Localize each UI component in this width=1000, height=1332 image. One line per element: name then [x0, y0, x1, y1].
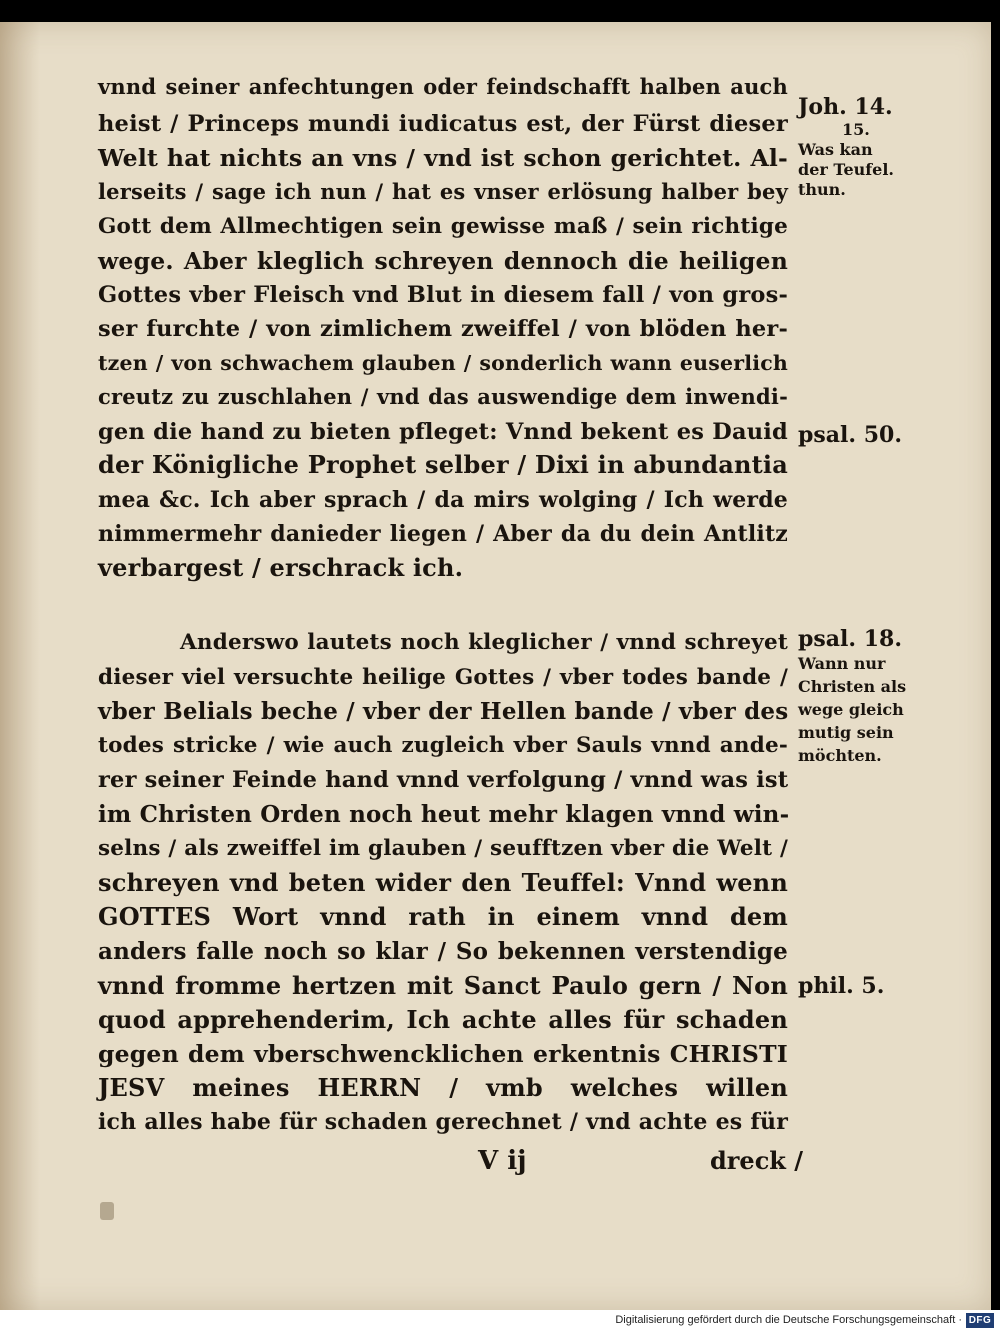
footer-bar — [0, 1310, 1000, 1332]
text-line: todes stricke / wie auch zugleich vber Sauls vnnd ande- — [98, 733, 788, 758]
ink-smudge — [100, 1202, 114, 1220]
text-line: verbargest / erschrack ich. — [98, 553, 464, 582]
text-line: selns / als zweiffel im glauben / seufftzen vber die Welt / — [98, 836, 788, 861]
margin-note-wann-nur: mutig sein — [798, 723, 894, 742]
margin-note-psal-50: psal. 50. — [798, 422, 902, 448]
text-line: anders falle noch so klar / So bekennen verstendige — [98, 938, 788, 965]
margin-note-wann-nur: Christen als — [798, 677, 907, 696]
text-line: tzen / von schwachem glauben / sonderlich wann euserlich — [98, 351, 788, 375]
text-line: Welt hat nichts an vns / vnd ist schon gerichtet. Al- — [98, 144, 788, 172]
funding-credit: Digitalisierung gefördert durch die Deutsche Forschungsgemeinschaft · — [615, 1314, 962, 1326]
text-line: gen die hand zu bieten pfleget: Vnnd bekent es Dauid — [98, 419, 788, 445]
text-line: vber Belials beche / vber der Hellen bande / vber des — [98, 698, 789, 725]
text-line: heist / Princeps mundi iudicatus est, der Fürst dieser — [98, 111, 788, 137]
catchword: dreck / — [710, 1146, 804, 1175]
text-line: lerseits / sage ich nun / hat es vnser erlösung halber bey — [98, 179, 788, 204]
text-line: gegen dem vberschwencklichen erkentnis CHRISTI — [98, 1040, 788, 1068]
text-line: rer seiner Feinde hand vnnd verfolgung / vnnd was ist — [98, 767, 789, 793]
text-line: dieser viel versuchte heilige Gottes / vber todes bande / — [98, 665, 788, 690]
text-line: Gott dem Allmechtigen sein gewisse maß / sein richtige — [98, 214, 788, 239]
text-line: Gottes vber Fleisch vnd Blut in diesem fall / von gros- — [98, 282, 788, 308]
text-line: Anderswo lautets noch kleglicher / vnnd schreyet — [180, 630, 788, 655]
text-line: JESV meines HERRN / vmb welches willen — [98, 1073, 788, 1102]
text-line: vnnd seiner anfechtungen oder feindschafft halben auch — [98, 74, 788, 99]
margin-note-joh-verse: 15. — [842, 120, 870, 139]
text-line: mea &c. Ich aber sprach / da mirs wolging / Ich werde — [98, 487, 788, 513]
text-line: im Christen Orden noch heut mehr klagen vnnd win- — [98, 801, 790, 828]
text-line: ich alles habe für schaden gerechnet / vnd achte es für — [98, 1109, 788, 1135]
margin-note-joh: Joh. 14. — [798, 94, 893, 120]
margin-note-psal-18: psal. 18. — [798, 626, 902, 652]
text-line: creutz zu zuschlahen / vnd das auswendige dem inwendi- — [98, 384, 788, 409]
text-line: wege. Aber kleglich schreyen dennoch die heiligen — [98, 247, 788, 275]
text-line: schreyen vnd beten wider den Teuffel: Vnnd wenn — [98, 868, 788, 897]
margin-note-wann-nur: wege gleich — [798, 700, 904, 719]
text-line: nimmermehr danieder liegen / Aber da du dein Antlitz — [98, 521, 788, 547]
margin-note-was-kan: der Teufel. — [798, 160, 894, 179]
text-line: vnnd fromme hertzen mit Sanct Paulo gern / Non — [98, 971, 788, 1000]
margin-note-phil: phil. 5. — [798, 973, 885, 999]
text-line: quod apprehenderim, Ich achte alles für schaden — [98, 1005, 788, 1034]
text-line: der Königliche Prophet selber / Dixi in abundantia — [98, 450, 788, 479]
book-page — [0, 22, 991, 1310]
text-line: GOTTES Wort vnnd rath in einem vnnd dem — [98, 902, 788, 931]
margin-note-was-kan: thun. — [798, 180, 846, 199]
text-line: ser furchte / von zimlichem zweiffel / von blöden her- — [98, 316, 788, 342]
dfg-logo: DFG — [966, 1313, 994, 1328]
margin-note-wann-nur: Wann nur — [798, 654, 886, 673]
margin-note-wann-nur: möchten. — [798, 746, 882, 765]
margin-note-was-kan: Was kan — [798, 140, 873, 159]
signature-mark: V ij — [478, 1146, 527, 1176]
